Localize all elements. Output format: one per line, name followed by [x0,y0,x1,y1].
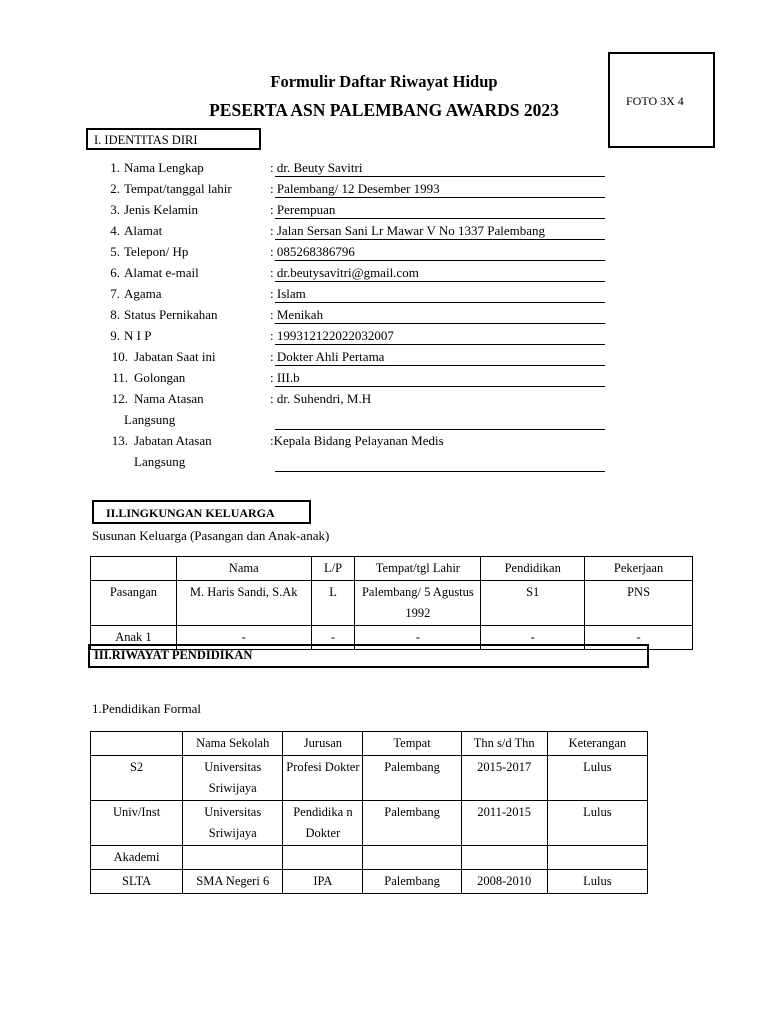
table-cell: 2015-2017 [461,756,547,801]
table-header-row [91,557,693,581]
identity-item-value: : Menikah [270,307,324,322]
table-cell: Pendidika n Dokter [283,801,363,846]
table-cell: Lulus [547,801,647,846]
identity-item-label: Status Pernikahan [124,307,218,322]
table-cell: Pasangan [91,581,177,626]
table-row [91,581,693,626]
table-cell: 2011-2015 [461,801,547,846]
identity-item-label-cont: Langsung [134,454,186,469]
section-identitas-title: I. IDENTITAS DIRI [94,133,198,147]
identity-item-number: 5. [110,244,120,259]
identity-item-value: : Jalan Sersan Sani Lr Mawar V No 1337 Palembang [270,223,545,238]
table-cell: Univ/Inst [91,801,183,846]
table-header-cell: Pendidikan [481,557,585,581]
table-cell: Anak 1 [91,626,177,650]
identity-item-label: Agama [124,286,162,301]
section-keluarga-heading [92,500,311,524]
photo-label: FOTO 3X 4 [626,94,684,108]
section-keluarga-title: II.LINGKUNGAN KELUARGA [106,506,275,520]
table-cell: S1 [481,581,585,626]
family-table [90,556,693,650]
identity-item-number: 13. [111,433,128,448]
table-row [91,870,648,894]
table-cell: SMA Negeri 6 [183,870,283,894]
table-cell: Akademi [91,846,183,870]
section-pendidikan-title: III.RIWAYAT PENDIDIKAN [94,648,253,662]
identity-item-label: Golongan [134,370,186,385]
identity-item-underline [275,323,605,324]
identity-item-number: 9. [110,328,120,343]
identity-item-value: : 085268386796 [270,244,355,259]
table-row [91,756,648,801]
identity-item-underline [275,260,605,261]
photo-box [608,52,715,148]
identity-item-label: N I P [124,328,152,343]
table-cell: IPA [283,870,363,894]
identity-item-label: Jabatan Atasan [134,433,212,448]
identity-item-number: 12. [111,391,128,406]
identity-item-underline [275,218,605,219]
table-cell: 2008-2010 [461,870,547,894]
identity-item-value: : 199312122022032007 [270,328,394,343]
identity-item-number: 8. [110,307,120,322]
identity-item-underline [275,281,605,282]
table-cell: SLTA [91,870,183,894]
table-cell [283,846,363,870]
table-cell: L [311,581,355,626]
identity-item-number: 4. [110,223,120,238]
identity-item-number: 1. [110,160,120,175]
identity-item-value: : Palembang/ 12 Desember 1993 [270,181,440,196]
identity-item-number: 6. [110,265,120,280]
identity-item-value: : dr. Suhendri, M.H [270,391,372,406]
table-row [91,801,648,846]
table-header-cell: Nama Sekolah [183,732,283,756]
table-cell: - [585,626,693,650]
identity-item-number: 11. [112,370,128,385]
table-cell [461,846,547,870]
table-header-cell: Keterangan [547,732,647,756]
table-cell: Palembang/ 5 Agustus 1992 [355,581,481,626]
identity-item-underline [275,429,605,430]
table-header-cell: Jurusan [283,732,363,756]
table-cell: Lulus [547,756,647,801]
identity-item-underline [275,386,605,387]
family-caption: Susunan Keluarga (Pasangan dan Anak-anak) [92,528,330,543]
table-cell: M. Haris Sandi, S.Ak [176,581,311,626]
identity-item-underline [275,344,605,345]
table-cell: Lulus [547,870,647,894]
table-header-cell: Nama [176,557,311,581]
table-header-cell [91,557,177,581]
identity-item-value: : Perempuan [270,202,336,217]
education-subheading: 1.Pendidikan Formal [92,701,202,716]
section-pendidikan-heading [88,644,649,668]
identity-item-value: : Islam [270,286,306,301]
identity-item-label: Tempat/tanggal lahir [124,181,232,196]
table-cell [363,846,461,870]
identity-item-underline [275,302,605,303]
identity-item-underline [275,239,605,240]
table-header-cell: Tempat/tgl Lahir [355,557,481,581]
table-cell: Universitas Sriwijaya [183,756,283,801]
identity-item-label: Nama Atasan [134,391,204,406]
identity-item-number: 10. [111,349,128,364]
identity-item-label: Jabatan Saat ini [134,349,216,364]
table-cell: Profesi Dokter [283,756,363,801]
identity-item-value: :Kepala Bidang Pelayanan Medis [270,433,444,448]
table-header-cell [91,732,183,756]
table-cell [183,846,283,870]
table-row [91,846,648,870]
identity-item-value: : Dokter Ahli Pertama [270,349,385,364]
identity-item-value: : dr. Beuty Savitri [270,160,363,175]
table-header-cell: L/P [311,557,355,581]
identity-item-underline [275,197,605,198]
table-cell: Palembang [363,870,461,894]
identity-item-underline [275,471,605,472]
identity-item-label: Jenis Kelamin [124,202,199,217]
table-cell: Universitas Sriwijaya [183,801,283,846]
identity-item-label: Alamat [124,223,163,238]
identity-item-label: Telepon/ Hp [124,244,189,259]
table-header-cell: Pekerjaan [585,557,693,581]
table-cell [547,846,647,870]
identity-item-label: Nama Lengkap [124,160,204,175]
identity-item-underline [275,176,605,177]
table-cell: - [481,626,585,650]
identity-item-number: 3. [110,202,120,217]
table-header-row [91,732,648,756]
identity-item-label: Alamat e-mail [124,265,199,280]
identity-item-number: 7. [110,286,120,301]
table-cell: S2 [91,756,183,801]
identity-item-value: : III.b [270,370,300,385]
table-cell: - [311,626,355,650]
table-cell: Palembang [363,801,461,846]
identity-item-underline [275,365,605,366]
identity-item-value: : dr.beutysavitri@gmail.com [270,265,419,280]
table-header-cell: Tempat [363,732,461,756]
identity-item-number: 2. [110,181,120,196]
table-cell: Palembang [363,756,461,801]
identity-item-label-cont: Langsung [124,412,176,427]
table-cell: PNS [585,581,693,626]
form-title: Formulir Daftar Riwayat Hidup [270,72,498,91]
table-header-cell: Thn s/d Thn [461,732,547,756]
table-cell: - [176,626,311,650]
form-subtitle: PESERTA ASN PALEMBANG AWARDS 2023 [209,100,559,120]
education-table [90,731,648,894]
table-cell: - [355,626,481,650]
section-identitas-heading [86,128,261,150]
